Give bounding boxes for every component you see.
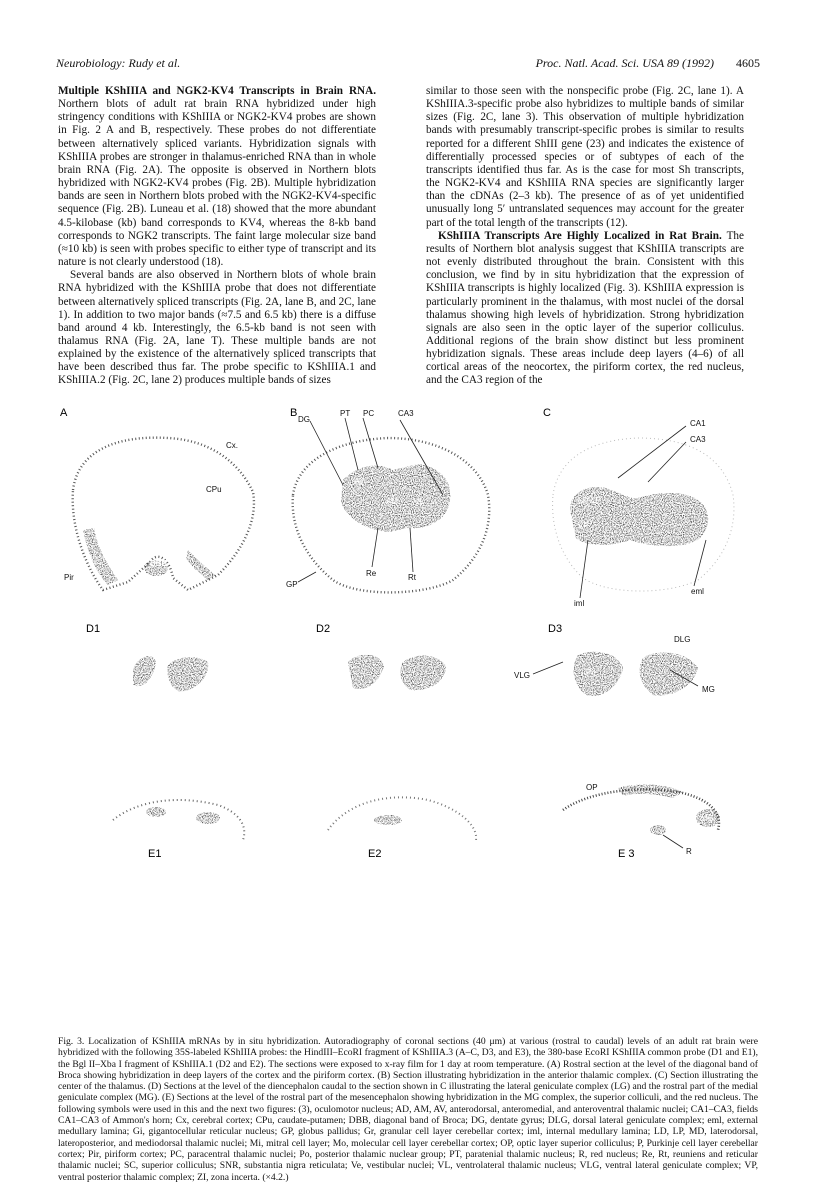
label-dg: DG — [298, 415, 310, 424]
label-cx: Cx. — [226, 441, 238, 450]
panel-b — [293, 438, 490, 592]
panel-label-c: C — [543, 407, 551, 419]
label-vl: VL — [414, 497, 424, 506]
figure-3 — [58, 400, 758, 1035]
label-mg-e: MG — [701, 814, 714, 823]
header-journal-block — [536, 56, 760, 71]
panel-a-dbb-signal — [186, 550, 216, 580]
section-heading-localized: KShIIIA Transcripts Are Highly Localized in Rat Brain. — [438, 229, 722, 242]
label-pt: PT — [340, 409, 351, 418]
label-pc: PC — [363, 409, 375, 418]
panel-e1-signal-left — [146, 807, 166, 817]
panel-e1 — [113, 800, 244, 840]
right-paragraph-2-text: The results of Northern blot analysis suggest that KShIIIA transcripts are not evenly distributed throughout the brain. Consistent with this conclusion, we find by in situ hybridization that the expression of KShIIIA transcripts is highly localized (Fig. 3). KShIIIA expression is particularly prominent in the thalamus, with most nuclei of the dorsal thalamus showing high levels of hybridization. Strong hybridization signals are also seen in the optic layer of the superior colliculus. Additional regions of the brain show distinct but less prominent hybridization signals. These areas include deep layers (4–6) of all cortical areas of the neocortex, the piriform cortex, the red nucleus, and the CA3 region of the — [426, 229, 744, 387]
caption-text: Localization of KShIIIA mRNAs by in situ hybridization. Autoradiography of coronal sections (40 μm) at various (rostral to caudal) levels of an adult rat brain were hybridized with the following 35S-labeled KShIIIA probes: the HindIII–EcoRI fragment of KShIIIA.3 (A–C, D3, and E3), the 380-base EcoRI KShIIIA common probe (D1 and E1), the Bgl II–Xba I fragment of KShIIIA.1 (D2 and E2). The sections were exposed to x-ray film for 1 day at room temperature. (A) Rostral section at the level of the diagonal band of Broca showing hybridization in deep layers of the cortex and the piriform cortex. (B) Section illustrating hybridization in the anterior thalamic complex. (C) Section illustrating the center of the thalamus. (D) Sections at the level of the diencephalon caudal to the section shown in C illustrating the lateral geniculate complex (LG) and the rostral part of the medial geniculate complex (MG). (E) Sections at the level of the rostral part of the mesencephalon showing hybridization in the MG complex, the superior colliculi, and the red nucleus. The following symbols were used in this and the next two figures: (3), oculomotor nucleus; AD, AM, AV, anterodorsal, anteromedial, and anteroventral thalamic nuclei; CA1–CA3, fields CA1–CA3 of Ammon's horn; Cx, cerebral cortex; CPu, caudate-putamen; DBB, diagonal band of Broca; DG, dentate gyrus; DLG, dorsal lateral geniculate complex; eml, external medullary lamina; Gi, gigantocellular reticular nucleus; GP, globus pallidus; Gr, granular cell layer cerebellar cortex; iml, internal medullary lamina; LD, LP, MD, laterodorsal, lateroposterior, and mediodorsal thalamic nuclei; Mi, mitral cell layer; Mo, molecular cell layer cerebellar cortex; OP, optic layer superior colliculus; P, Purkinje cell layer cerebellar cortex; Pir, piriform cortex; PC, paracentral thalamic nuclei; Po, posterior thalamic nuclear group; PT, paratenial thalamic nucleus; R, red nucleus; Re, Rt, reuniens and reticular thalamic nuclei; SC, superior colliculus; SNR, substantia nigra reticulata; Ve, vestibular nuclei; VL, ventrolateral thalamic nucleus; VLG, ventral lateral geniculate complex; VP, ventral posterior thalamic complex; ZI, zona incerta. (×4.2.) — [58, 1036, 758, 1183]
label-ld-lp: LD-LP — [578, 496, 601, 505]
panel-e3-red-nucleus-signal — [650, 825, 666, 835]
header-authors: Neurobiology: Rudy et al. — [56, 56, 181, 70]
running-header — [56, 56, 760, 72]
panel-label-e3: E 3 — [618, 848, 635, 860]
panel-e3-op-signal — [618, 785, 683, 798]
panel-e1-signal-right — [196, 812, 220, 824]
label-vlg: VLG — [514, 671, 531, 680]
panel-d2 — [348, 655, 446, 690]
panel-d1 — [133, 656, 208, 692]
left-column — [58, 85, 376, 388]
panel-d1-left-signal — [133, 656, 156, 686]
panel-label-b: B — [290, 407, 298, 419]
label-ca3-c: CA3 — [690, 435, 706, 444]
label-vp: VP — [578, 521, 589, 530]
panel-d2-right-signal — [400, 656, 446, 691]
right-paragraph-2 — [426, 230, 744, 388]
panel-e2-outline — [328, 797, 476, 840]
label-op: OP — [586, 783, 598, 792]
label-po: Po — [586, 668, 596, 677]
label-dbb: DBB — [150, 559, 168, 568]
label-re: Re — [366, 569, 377, 578]
panel-a-piriform-signal — [83, 528, 118, 585]
right-column — [426, 85, 744, 388]
panel-c — [553, 438, 734, 591]
page-number: 4605 — [736, 56, 760, 70]
panel-d2-left-signal — [348, 655, 384, 689]
header-journal: Proc. Natl. Acad. Sci. USA 89 (1992) — [535, 56, 714, 70]
left-paragraph-2: Several bands are also observed in Northern blots of whole brain RNA hybridized with the KShIIIA probe that does not differentiate between alternatively spliced transcripts (Fig. 2A, lane B, and 2C, lane 1). In addition to two major bands (≈7.5 and 6.5 kb) there is a diffuse band around 4 kb. Interestingly, the 6.5-kb band is not seen with thalamus RNA (Fig. 2A, lane T). These multiple bands are not explained by the existence of the alternatively spliced transcripts that have been described thus far. The probe specific to KShIIIA.1 and KShIIIA.2 (Fig. 2C, lane 2) produces multiple bands of sizes — [58, 269, 376, 387]
label-eml: eml — [691, 587, 704, 596]
label-mg-d: MG — [702, 685, 715, 694]
panel-e1-outline — [113, 800, 244, 840]
panel-d1-right-signal — [168, 657, 209, 692]
panel-label-d3: D3 — [548, 623, 563, 635]
label-r: R — [686, 847, 692, 856]
panel-e3-outline — [563, 789, 719, 830]
panel-label-e1: E1 — [148, 848, 162, 860]
label-am: AM — [386, 497, 398, 506]
label-dlg: DLG — [674, 635, 691, 644]
panel-d3-right-signal — [640, 653, 698, 696]
panel-e2 — [328, 797, 476, 840]
section-heading-multiple-transcripts: Multiple KShIIIA and NGK2-KV4 Transcripts in Brain RNA. — [58, 85, 376, 97]
label-pir: Pir — [64, 573, 74, 582]
caption-lead: Fig. 3. — [58, 1036, 85, 1047]
left-paragraph-1-text: Northern blots of adult rat brain RNA hybridized under high stringency conditions with KShIIIA or NGK2-KV4 probes are shown in Fig. 2 A and B, respectively. These probes do not differentiate between alternatively spliced variants. Hybridization signals with KShIIIA probes are stronger in thalamus-enriched RNA than in whole brain RNA (Fig. 2A). The opposite is observed in Northern blots hybridized with NGK2-KV4 probes (Fig. 2B). Multiple hybridization bands are seen in Northern blots probed with the NGK2-KV4-specific sequence (Fig. 2B). Luneau et al. (18) showed that the more abundant 4.5-kilobase (kb) band corresponds to KV4, whereas the 8-kb band corresponds to NGK2 transcripts. The faint large molecular size band (≈10 kb) is seen with probes specific to either type of transcript and its nature is not clearly understood (18). — [58, 98, 376, 269]
panel-label-d2: D2 — [316, 623, 331, 635]
panel-label-e2: E2 — [368, 848, 382, 860]
panel-d3-left-signal — [574, 652, 623, 696]
figure-3-autoradiographs — [58, 400, 758, 1035]
label-cpu: CPu — [206, 485, 222, 494]
label-ca3-b: CA3 — [398, 409, 414, 418]
label-gp: GP — [286, 580, 298, 589]
figure-caption — [58, 1036, 758, 1183]
panel-label-d1: D1 — [86, 623, 101, 635]
left-paragraph-1 — [58, 85, 376, 269]
panel-label-a: A — [60, 407, 68, 419]
label-av: AV — [354, 477, 365, 486]
right-paragraph-1: similar to those seen with the nonspecific probe (Fig. 2C, lane 1). A KShIIIA.3-specific probe also hybridizes to multiple bands of similar sizes (Fig. 2C, lane 3). This observation of multiple hybridization bands with presumably transcript-specific probes is similar to results reported for a different ShIII gene (23) and indicates the existence of differentially processed species or of subtypes of each of the transcripts identified thus far. As is the case for most Sh transcripts, the NGK2-KV4 and KShIIIA RNA species are significantly larger than the cDNAs (2–3 kb). The presence of as of yet unidentified unusually long 5′ untranslated sequences may account for the greater part of the total length of the transcripts (12). — [426, 85, 744, 229]
label-rt: Rt — [408, 573, 416, 582]
label-ca1: CA1 — [690, 419, 706, 428]
panel-e3 — [563, 785, 720, 835]
label-iml: iml — [574, 599, 585, 608]
panel-e2-signal — [374, 815, 402, 825]
